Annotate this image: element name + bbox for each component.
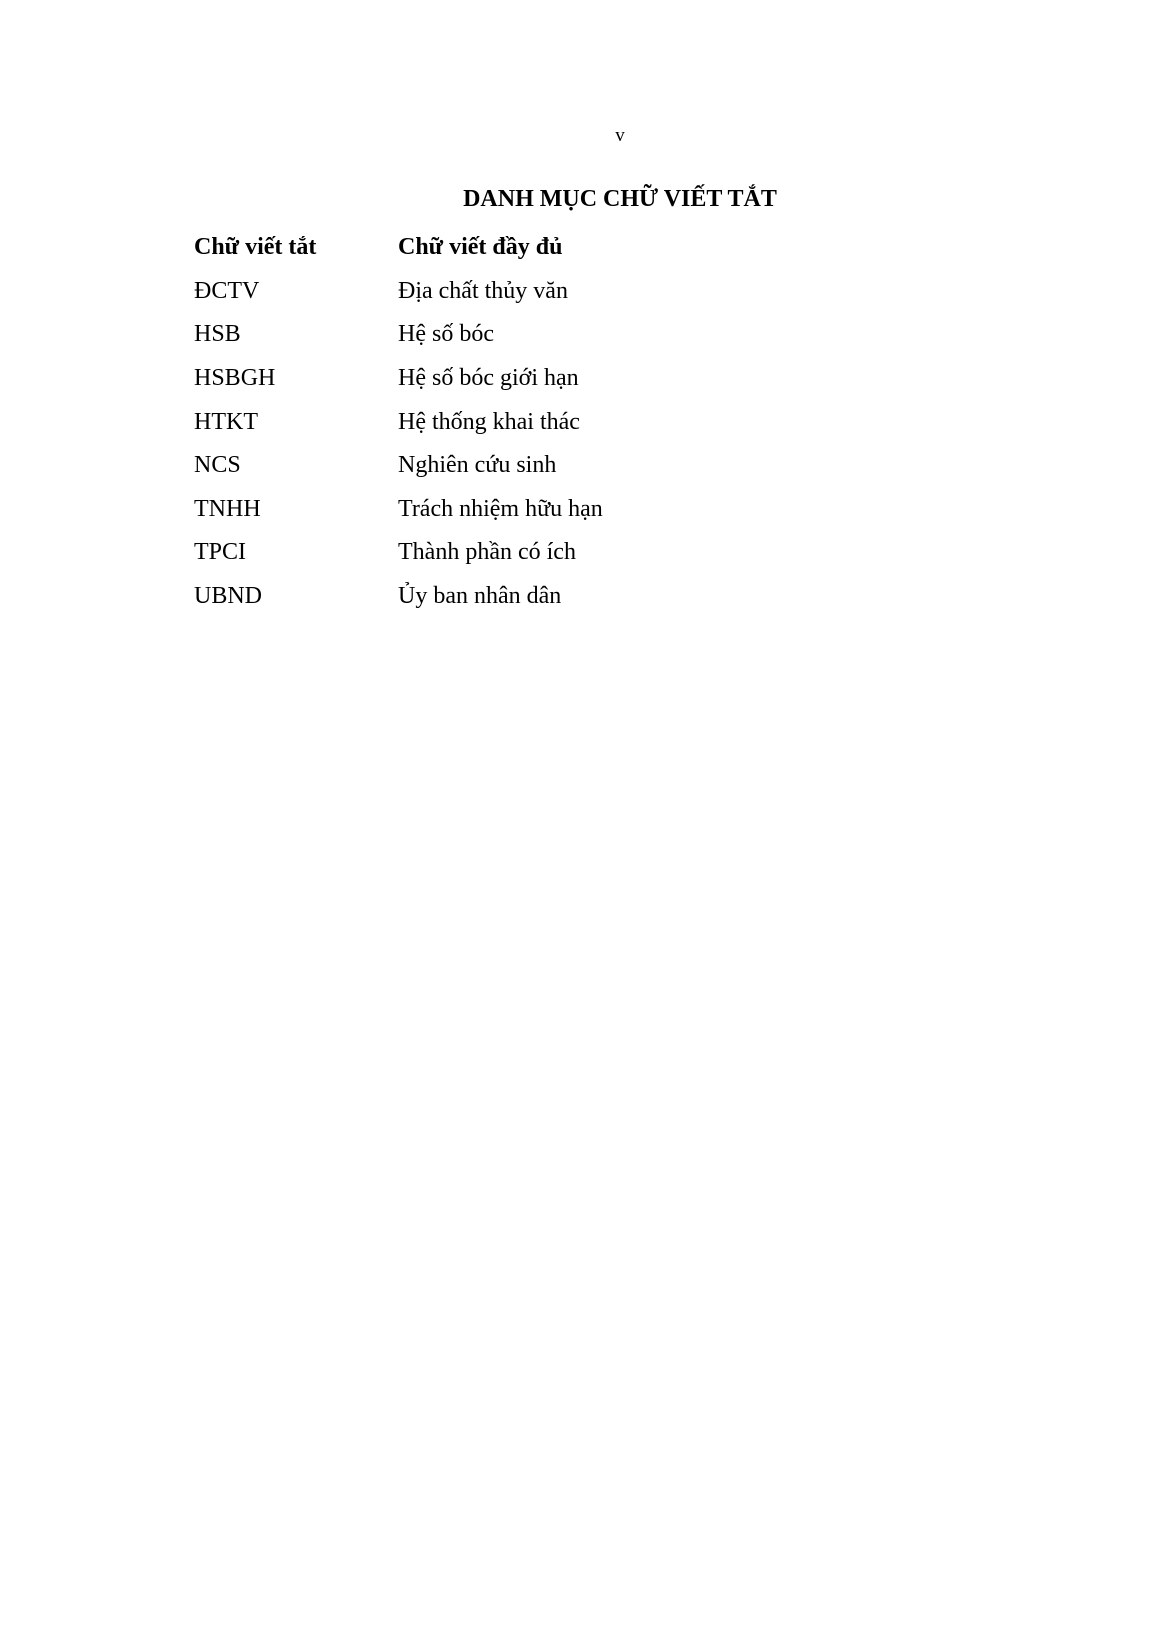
table-row [194, 444, 603, 488]
abbreviation-cell: HSBGH [194, 365, 276, 392]
abbreviation-table [194, 226, 603, 618]
abbreviation-cell: UBND [194, 583, 263, 610]
abbreviation-cell: TPCI [194, 539, 247, 566]
abbreviation-cell: NCS [194, 452, 241, 479]
abbreviation-cell: ĐCTV [194, 277, 260, 304]
table-row [194, 488, 603, 532]
table-row [194, 575, 603, 619]
abbreviation-cell: TNHH [194, 495, 261, 522]
full-form-cell: Hệ số bóc [398, 321, 494, 348]
full-form-cell: Hệ thống khai thác [398, 408, 580, 435]
full-form-cell: Địa chất thủy văn [398, 277, 568, 304]
abbreviation-cell: HTKT [194, 408, 258, 435]
page-title: DANH MỤC CHỮ VIẾT TẮT [463, 186, 777, 212]
page-number: v [615, 125, 625, 146]
table-row [194, 357, 603, 401]
abbreviation-cell: HSB [194, 321, 241, 348]
full-form-cell: Trách nhiệm hữu hạn [398, 495, 603, 522]
table-row [194, 531, 603, 575]
full-form-cell: Ủy ban nhân dân [398, 583, 562, 610]
column-header-full-form: Chữ viết đầy đủ [398, 234, 563, 261]
table-row [194, 313, 603, 357]
full-form-cell: Thành phần có ích [398, 539, 576, 566]
column-header-abbreviation: Chữ viết tắt [194, 234, 317, 261]
table-header-row [194, 226, 603, 270]
table-row [194, 270, 603, 314]
table-row [194, 400, 603, 444]
full-form-cell: Nghiên cứu sinh [398, 452, 557, 479]
full-form-cell: Hệ số bóc giới hạn [398, 365, 579, 392]
